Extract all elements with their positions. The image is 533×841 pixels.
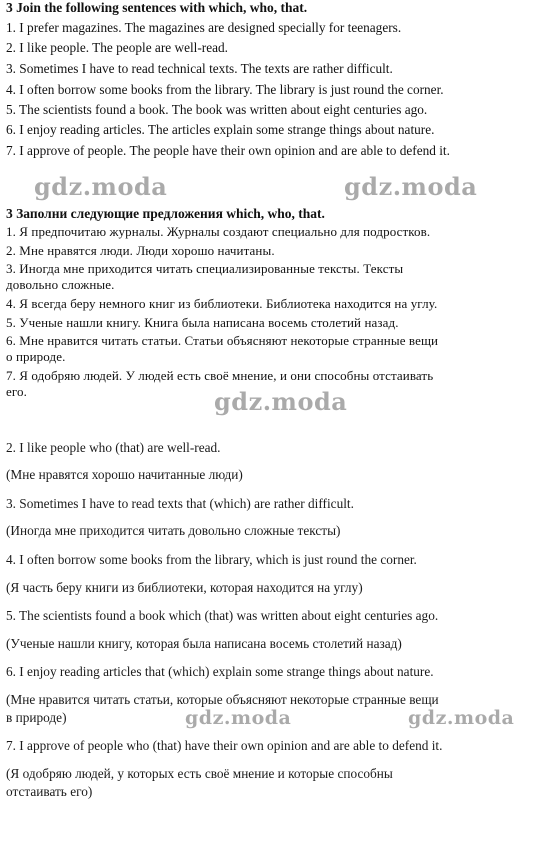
watermark-logo: gdz.moda — [214, 387, 348, 416]
exercise-line-ru-5: 5. Ученые нашли книгу. Книга была написана восемь столетий назад. — [6, 315, 399, 330]
watermark-logo: gdz.moda — [185, 707, 292, 729]
answer-ru-3: (Иногда мне приходится читать довольно сложные тексты) — [6, 523, 341, 538]
exercise-line-ru-4: 4. Я всегда беру немного книг из библиотеки. Библиотека находится на углу. — [6, 296, 438, 311]
answer-ru-7a: (Я одобряю людей, у которых есть своё мнение и которые способны — [6, 766, 393, 781]
exercise-line-en-2: 2. I like people. The people are well-read. — [6, 40, 229, 55]
exercise-line-ru-7a: 7. Я одобряю людей. У людей есть своё мнение, и они способны отстаивать — [6, 368, 434, 383]
exercise-line-en-4: 4. I often borrow some books from the library. The library is just round the corner. — [6, 82, 444, 97]
answer-en-7: 7. I approve of people who (that) have their own opinion and are able to defend it. — [6, 738, 443, 753]
answer-en-4: 4. I often borrow some books from the library, which is just round the corner. — [6, 552, 417, 567]
answer-en-2: 2. I like people who (that) are well-read. — [6, 440, 221, 455]
exercise-line-en-1: 1. I prefer magazines. The magazines are designed specially for teenagers. — [6, 20, 402, 35]
answer-ru-6b: в природе) — [6, 710, 67, 725]
exercise-line-ru-3a: 3. Иногда мне приходится читать специализированные тексты. Тексты — [6, 261, 404, 276]
answer-ru-2: (Мне нравятся хорошо начитанные люди) — [6, 467, 243, 482]
watermark-logo: gdz.moda — [408, 707, 515, 729]
watermark-logo: gdz.moda — [34, 172, 168, 201]
answer-en-6: 6. I enjoy reading articles that (which) explain some strange things about nature. — [6, 664, 434, 679]
exercise-line-ru-1: 1. Я предпочитаю журналы. Журналы создают специально для подростков. — [6, 224, 431, 239]
answer-ru-5: (Ученые нашли книгу, которая была написана восемь столетий назад) — [6, 636, 402, 651]
exercise-line-en-6: 6. I enjoy reading articles. The articles explain some strange things about nature. — [6, 122, 435, 137]
exercise-line-en-5: 5. The scientists found a book. The book was written about eight centuries ago. — [6, 102, 428, 117]
exercise-line-en-3: 3. Sometimes I have to read technical texts. The texts are rather difficult. — [6, 61, 393, 76]
exercise-line-ru-3b: довольно сложные. — [6, 277, 115, 292]
exercise-heading-ru: 3 Заполни следующие предложения which, who, that. — [6, 206, 325, 221]
answer-ru-7b: отстаивать его) — [6, 784, 93, 799]
exercise-line-en-7: 7. I approve of people. The people have their own opinion and are able to defend it. — [6, 143, 450, 158]
answer-en-5: 5. The scientists found a book which (that) was written about eight centuries ago. — [6, 608, 439, 623]
exercise-line-ru-6a: 6. Мне нравится читать статьи. Статьи объясняют некоторые странные вещи — [6, 333, 439, 348]
exercise-line-ru-7b: его. — [6, 384, 27, 399]
answer-en-3: 3. Sometimes I have to read texts that (which) are rather difficult. — [6, 496, 354, 511]
exercise-heading-en: 3 Join the following sentences with which, who, that. — [6, 0, 308, 15]
exercise-line-ru-2: 2. Мне нравятся люди. Люди хорошо начитаны. — [6, 243, 275, 258]
exercise-line-ru-6b: о природе. — [6, 349, 66, 364]
watermark-logo: gdz.moda — [344, 172, 478, 201]
answer-ru-6a: (Мне нравится читать статьи, которые объясняют некоторые странные вещи — [6, 692, 439, 707]
answer-ru-4: (Я часть беру книги из библиотеки, которая находится на углу) — [6, 580, 363, 595]
